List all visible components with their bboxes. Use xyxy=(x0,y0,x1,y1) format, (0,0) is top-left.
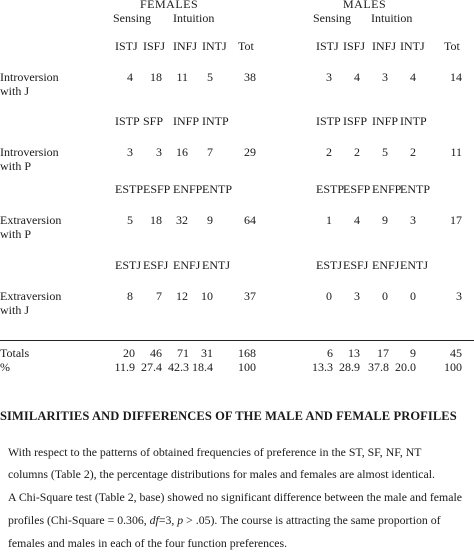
male-count: 3 xyxy=(382,70,388,84)
male-type-label: INFP xyxy=(372,114,399,128)
male-total-cell: 6 xyxy=(327,346,333,360)
male-total-cell: 45 xyxy=(450,346,462,360)
female-count: 5 xyxy=(207,70,213,84)
female-row-total: 38 xyxy=(244,70,256,84)
male-total-cell: 17 xyxy=(377,346,389,360)
male-count: 0 xyxy=(382,289,388,303)
male-type-label: ENTP xyxy=(400,182,430,196)
female-count: 11 xyxy=(176,70,188,84)
female-sensing-label: Sensing xyxy=(113,11,152,25)
female-count: 7 xyxy=(207,145,213,159)
female-percent-cell: 18.4 xyxy=(192,360,213,374)
row-label-sub: with J xyxy=(0,303,30,317)
female-row-total: 64 xyxy=(244,213,256,227)
male-type-label: ISTJ xyxy=(316,39,339,53)
totals-divider xyxy=(0,340,474,341)
female-type-label: ISTP xyxy=(115,114,140,128)
row-label-sub: with P xyxy=(0,159,32,173)
female-total-cell: 31 xyxy=(201,346,213,360)
female-count: 10 xyxy=(201,289,213,303)
row-label: Extraversion xyxy=(0,213,62,227)
female-row-total: 29 xyxy=(244,145,256,159)
paragraph-line-3: A Chi-Square test (Table 2, base) showed no significant difference between the male and female xyxy=(8,490,462,504)
paragraph-line-4 xyxy=(8,515,441,527)
female-total-cell: 20 xyxy=(123,346,135,360)
female-type-label: ESFJ xyxy=(143,258,169,272)
male-type-label: INTP xyxy=(400,114,427,128)
paragraph-line-2: columns (Table 2), the percentage distributions for males and females are almost identical. xyxy=(8,467,435,481)
paragraph-line-4-end: > .05). The course is attracting the same proportion of xyxy=(183,513,441,527)
male-percent-cell: 100 xyxy=(444,360,462,374)
female-row-total: 37 xyxy=(244,289,256,303)
female-percent-cell: 42.3 xyxy=(168,360,189,374)
male-percent-cell: 20.0 xyxy=(395,360,416,374)
female-type-label: SFP xyxy=(143,114,164,128)
female-type-label: ESTP xyxy=(115,182,144,196)
female-count: 3 xyxy=(127,145,133,159)
male-tot-header: Tot xyxy=(444,39,460,53)
male-percent-cell: 13.3 xyxy=(312,360,333,374)
female-type-label: ISTJ xyxy=(115,39,138,53)
male-count: 2 xyxy=(326,145,332,159)
male-count: 3 xyxy=(410,213,416,227)
row-label: Introversion xyxy=(0,70,59,84)
male-sensing-label: Sensing xyxy=(313,11,352,25)
female-count: 18 xyxy=(150,213,162,227)
paragraph-line-5: females and males in each of the four function preferences. xyxy=(8,536,288,550)
male-row-total: 3 xyxy=(456,289,462,303)
male-type-label: ESTP xyxy=(316,182,345,196)
male-type-label: ESFJ xyxy=(343,258,369,272)
df-value: =3, xyxy=(158,513,178,527)
male-intuition-label: Intuition xyxy=(371,11,413,25)
female-total-cell: 168 xyxy=(238,346,256,360)
female-count: 7 xyxy=(156,289,162,303)
female-type-label: ESFP xyxy=(143,182,171,196)
male-count: 0 xyxy=(326,289,332,303)
male-count: 3 xyxy=(326,70,332,84)
row-label: Introversion xyxy=(0,145,59,159)
female-type-label: ENTJ xyxy=(202,258,230,272)
female-type-label: INTP xyxy=(202,114,229,128)
paragraph-line-4-start: profiles (Chi-Square = 0.306, xyxy=(8,513,150,527)
male-type-label: ENFP xyxy=(372,182,402,196)
female-intuition-label: Intuition xyxy=(173,11,215,25)
female-count: 8 xyxy=(127,289,133,303)
female-type-label: ESTJ xyxy=(115,258,142,272)
female-count: 5 xyxy=(127,213,133,227)
section-heading: SIMILARITIES AND DIFFERENCES OF THE MALE AND FEMALE PROFILES xyxy=(0,409,457,423)
female-count: 9 xyxy=(207,213,213,227)
male-percent-cell: 28.9 xyxy=(339,360,360,374)
male-type-label: ISFJ xyxy=(343,39,366,53)
female-type-label: ENFJ xyxy=(173,258,201,272)
female-type-label: ISFJ xyxy=(143,39,166,53)
male-count: 1 xyxy=(326,213,332,227)
female-type-label: ENTP xyxy=(202,182,232,196)
row-label-sub: with P xyxy=(0,227,32,241)
female-count: 4 xyxy=(127,70,133,84)
female-count: 12 xyxy=(176,289,188,303)
male-count: 4 xyxy=(410,70,416,84)
male-row-total: 17 xyxy=(450,213,462,227)
female-tot-header: Tot xyxy=(238,39,254,53)
row-label-sub: with J xyxy=(0,84,30,98)
totals-label: Totals xyxy=(0,346,30,360)
p-symbol: p xyxy=(177,513,184,527)
paragraph-line-1: With respect to the patterns of obtained frequencies of preference in the ST, SF, NF, NT xyxy=(8,445,422,459)
female-type-label: INFJ xyxy=(173,39,198,53)
female-percent-cell: 11.9 xyxy=(114,360,135,374)
male-count: 0 xyxy=(410,289,416,303)
male-type-label: ESTJ xyxy=(316,258,343,272)
male-type-label: INTJ xyxy=(400,39,425,53)
male-count: 2 xyxy=(354,145,360,159)
row-label: Extraversion xyxy=(0,289,62,303)
male-row-total: 11 xyxy=(450,145,462,159)
female-total-cell: 71 xyxy=(177,346,189,360)
male-type-label: ESFP xyxy=(343,182,371,196)
male-total-cell: 9 xyxy=(410,346,416,360)
male-count: 9 xyxy=(382,213,388,227)
female-count: 3 xyxy=(156,145,162,159)
female-count: 18 xyxy=(150,70,162,84)
male-count: 3 xyxy=(354,289,360,303)
male-total-cell: 13 xyxy=(348,346,360,360)
males-header: MALES xyxy=(343,0,387,11)
female-type-label: INTJ xyxy=(202,39,227,53)
male-percent-cell: 37.8 xyxy=(368,360,389,374)
female-percent-cell: 27.4 xyxy=(141,360,162,374)
male-type-label: ISTP xyxy=(316,114,341,128)
male-type-label: ENFJ xyxy=(372,258,400,272)
male-type-label: INFJ xyxy=(372,39,397,53)
female-count: 32 xyxy=(176,213,188,227)
female-total-cell: 46 xyxy=(150,346,162,360)
df-symbol: df xyxy=(149,513,159,527)
female-type-label: INFP xyxy=(173,114,200,128)
female-count: 16 xyxy=(176,145,188,159)
male-count: 5 xyxy=(382,145,388,159)
male-count: 2 xyxy=(410,145,416,159)
female-percent-cell: 100 xyxy=(238,360,256,374)
male-count: 4 xyxy=(354,70,360,84)
male-type-label: ISFP xyxy=(343,114,368,128)
male-type-label: ENTJ xyxy=(400,258,428,272)
female-type-label: ENFP xyxy=(173,182,203,196)
male-count: 4 xyxy=(354,213,360,227)
percent-label: % xyxy=(0,360,10,374)
females-header: FEMALES xyxy=(140,0,199,11)
male-row-total: 14 xyxy=(450,70,462,84)
